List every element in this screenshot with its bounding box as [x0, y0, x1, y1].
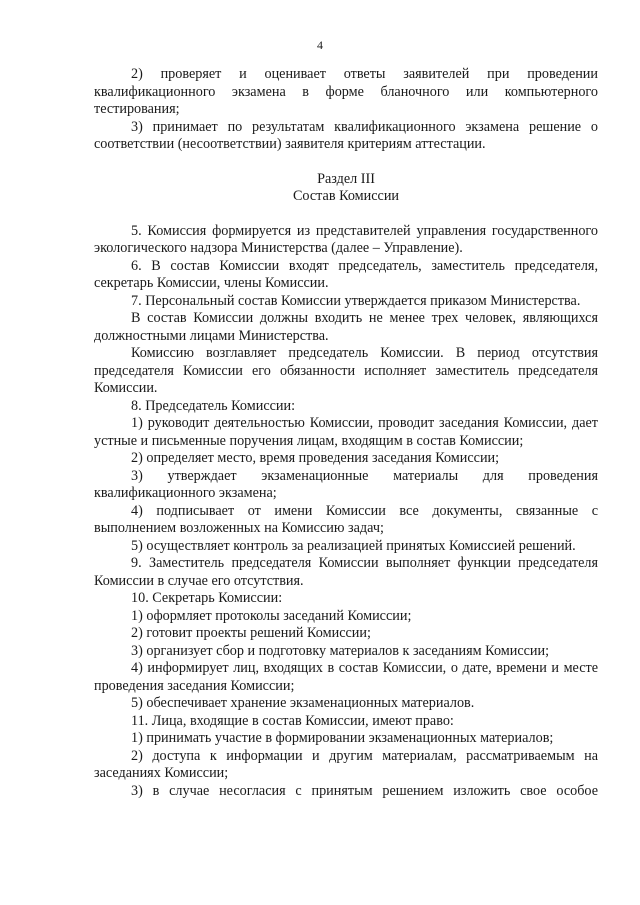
section-title: Состав Комиссии — [292, 188, 400, 204]
paragraph-10-item-2: 2) готовит проекты решений Комиссии; — [131, 625, 371, 641]
spacer — [94, 154, 598, 171]
paragraph-11: 11. Лица, входящие в состав Комиссии, имеют право: — [131, 712, 454, 729]
document-body — [94, 66, 598, 800]
intro-paragraph-1: 2) проверяет и оценивает ответы заявителей при проведении квалификационного экзамена в форме бланочного или компьютерного тестирования; — [94, 66, 598, 117]
paragraph-11-item-2: 2) доступа к информации и другим материалам, рассматриваемым на заседаниях Комиссии; — [94, 747, 598, 781]
paragraph-10-item-3: 3) организует сбор и подготовку материалов к заседаниям Комиссии; — [131, 642, 550, 659]
paragraph-8-item-5: 5) осуществляет контроль за реализацией принятых Комиссией решений. — [131, 537, 576, 554]
paragraph-10-item-1: 1) оформляет протоколы заседаний Комиссии; — [131, 607, 412, 624]
paragraph-8-item-1: 1) руководит деятельностью Комиссии, проводит заседания Комиссии, дает устные и письменные поручения лицам, входящим в состав Комиссии; — [94, 415, 598, 449]
paragraph-11-item-3: 3) в случае несогласия с принятым решением изложить свое особое — [131, 782, 598, 799]
paragraph-8-item-4: 4) подписывает от имени Комиссии все документы, связанные с выполнением возложенных на Комиссию задач; — [94, 502, 598, 536]
section-number: Раздел III — [317, 170, 375, 187]
paragraph-6: 6. В состав Комиссии входят председатель, заместитель председателя, секретарь Комиссии, члены Комиссии. — [94, 257, 598, 291]
paragraph-7-members: В состав Комиссии должны входить не менее трех человек, являющихся должностными лицами Министерства. — [94, 310, 598, 344]
intro-paragraph-2: 3) принимает по результатам квалификационного экзамена решение о соответствии (несоответствии) заявителя критериям аттестации. — [94, 118, 598, 152]
page-number: 4 — [317, 38, 323, 52]
paragraph-11-item-1: 1) принимать участие в формировании экзаменационных материалов; — [131, 730, 554, 746]
paragraph-5: 5. Комиссия формируется из представителей управления государственного экологического надзора Министерства (далее – Управление). — [94, 222, 598, 256]
paragraph-10-item-4: 4) информирует лиц, входящих в состав Комиссии, о дате, времени и месте проведения заседания Комиссии; — [94, 660, 598, 694]
spacer — [94, 206, 598, 223]
paragraph-7-chair: Комиссию возглавляет председатель Комиссии. В период отсутствия председателя Комиссии его обязанности исполняет заместитель председателя Комиссии. — [94, 345, 598, 396]
paragraph-8-item-2: 2) определяет место, время проведения заседания Комиссии; — [131, 450, 500, 466]
paragraph-9: 9. Заместитель председателя Комиссии выполняет функции председателя Комиссии в случае его отсутствия. — [94, 555, 598, 589]
paragraph-7: 7. Персональный состав Комиссии утверждается приказом Министерства. — [131, 292, 581, 309]
paragraph-8: 8. Председатель Комиссии: — [131, 397, 296, 414]
paragraph-10-item-5: 5) обеспечивает хранение экзаменационных материалов. — [131, 695, 475, 711]
paragraph-8-item-3: 3) утверждает экзаменационные материалы для проведения квалификационного экзамена; — [94, 467, 598, 501]
paragraph-10: 10. Секретарь Комиссии: — [131, 590, 283, 606]
